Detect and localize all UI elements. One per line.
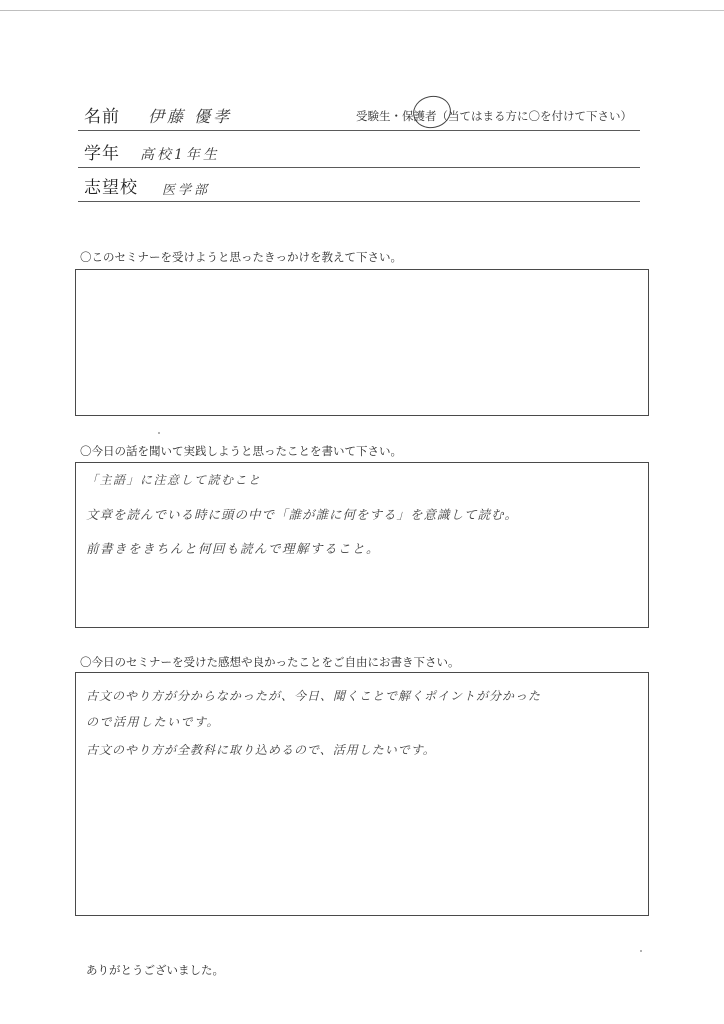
answer-3-line-2: ので活用したいです。 — [86, 715, 221, 729]
answer-3-line-1: 古文のやり方が分からなかったが、今日、聞くことで解くポイントが分かった — [86, 689, 542, 703]
answer-box-1 — [75, 269, 649, 416]
name-label: 名前 — [84, 107, 120, 127]
scan-speck — [640, 950, 642, 952]
school-value: 医学部 — [162, 183, 211, 198]
school-row — [78, 171, 640, 202]
question-1: 〇このセミナーを受けようと思ったきっかけを教えて下さい。 — [80, 250, 402, 264]
grade-row — [78, 137, 640, 168]
name-row — [78, 100, 640, 131]
name-value: 伊藤 優孝 — [148, 107, 233, 126]
question-2: 〇今日の話を聞いて実践しようと思ったことを書いて下さい。 — [80, 444, 402, 458]
answer-box-2 — [75, 462, 649, 628]
question-3: 〇今日のセミナーを受けた感想や良かったことをご自由にお書き下さい。 — [80, 655, 460, 669]
scan-edge-line — [0, 10, 724, 11]
closing-thanks: ありがとうございました。 — [86, 963, 224, 977]
answer-2-line-2: 文章を読んでいる時に頭の中で「誰が誰に何をする」を意識して読む。 — [86, 507, 519, 522]
grade-value: 高校1年生 — [140, 147, 220, 163]
scan-speck — [158, 432, 160, 434]
answer-box-3 — [75, 672, 649, 916]
answer-3-line-3: 古文のやり方が全教科に取り込めるので、活用したいです。 — [86, 743, 436, 757]
answer-2-line-3: 前書きをきちんと何回も読んで理解すること。 — [86, 541, 381, 556]
role-instruction: 受験生・保護者（当てはまる方に〇を付けて下さい） — [356, 109, 632, 123]
grade-label: 学年 — [84, 144, 120, 164]
answer-2-line-1: 「主語」に注意して読むこと — [86, 473, 262, 487]
school-label: 志望校 — [84, 178, 138, 198]
